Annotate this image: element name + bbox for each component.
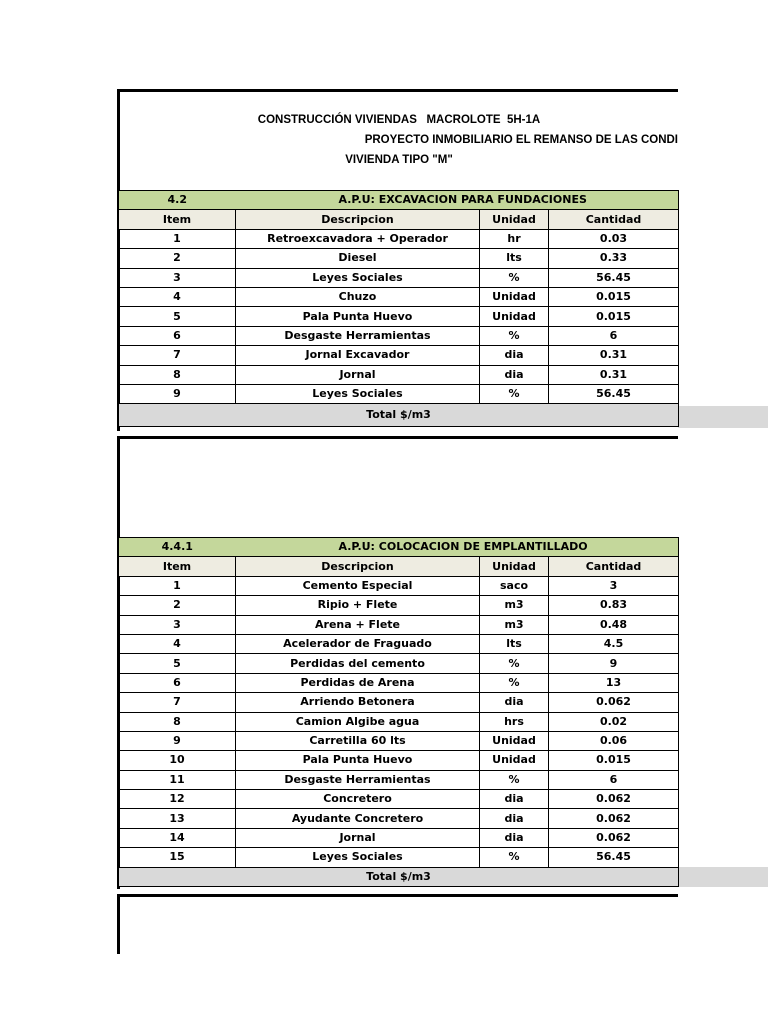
- descripcion-cell: Jornal: [236, 828, 480, 847]
- item-cell: 3: [119, 615, 236, 634]
- table-row: [119, 287, 679, 306]
- cantidad-cell: 56.45: [549, 384, 679, 403]
- item-cell: 1: [119, 576, 236, 595]
- cantidad-cell: 0.33: [549, 249, 679, 268]
- descripcion-cell: Desgaste Herramientas: [236, 326, 480, 345]
- unidad-cell: dia: [480, 346, 549, 365]
- cantidad-cell: 13: [549, 673, 679, 692]
- total-row: [119, 404, 679, 427]
- header-line-3: [120, 151, 678, 170]
- total-label: Total $/m3: [119, 404, 679, 427]
- col-header-cantidad: Cantidad: [549, 557, 679, 576]
- descripcion-cell: Perdidas del cemento: [236, 654, 480, 673]
- item-cell: 7: [119, 346, 236, 365]
- cantidad-cell: 0.31: [549, 365, 679, 384]
- descripcion-cell: Jornal Excavador: [236, 346, 480, 365]
- item-cell: 4: [119, 287, 236, 306]
- unidad-cell: m3: [480, 596, 549, 615]
- header-project: PROYECTO INMOBILIARIO EL REMANSO DE LAS CONDI: [364, 134, 678, 146]
- descripcion-cell: Chuzo: [236, 287, 480, 306]
- table-row: [119, 326, 679, 345]
- table-row: [119, 809, 679, 828]
- descripcion-cell: Desgaste Herramientas: [236, 770, 480, 789]
- descripcion-cell: Cemento Especial: [236, 576, 480, 595]
- unidad-cell: %: [480, 654, 549, 673]
- cantidad-cell: 3: [549, 576, 679, 595]
- descripcion-cell: Leyes Sociales: [236, 268, 480, 287]
- cantidad-cell: 0.062: [549, 828, 679, 847]
- cantidad-cell: 0.062: [549, 693, 679, 712]
- cantidad-cell: 0.062: [549, 790, 679, 809]
- cantidad-cell: 6: [549, 770, 679, 789]
- col-header-cantidad: Cantidad: [549, 210, 679, 229]
- table-row: [119, 790, 679, 809]
- header-line-1: [120, 111, 678, 130]
- item-cell: 15: [119, 848, 236, 867]
- unidad-cell: dia: [480, 365, 549, 384]
- descripcion-cell: Acelerador de Fraguado: [236, 634, 480, 653]
- table-row: [119, 673, 679, 692]
- cantidad-cell: 0.48: [549, 615, 679, 634]
- table-row: [119, 751, 679, 770]
- table-row: [119, 346, 679, 365]
- item-cell: 5: [119, 307, 236, 326]
- unidad-cell: %: [480, 770, 549, 789]
- item-cell: 13: [119, 809, 236, 828]
- descripcion-cell: Jornal: [236, 365, 480, 384]
- left-border-3: [117, 894, 120, 954]
- descripcion-cell: Pala Punta Huevo: [236, 751, 480, 770]
- column-header-row: [119, 210, 679, 229]
- item-cell: 6: [119, 326, 236, 345]
- item-cell: 2: [119, 596, 236, 615]
- table-title-row: [119, 538, 679, 557]
- column-header-row: [119, 557, 679, 576]
- col-header-item: Item: [119, 210, 236, 229]
- apu-table-emplantillado: [118, 537, 679, 887]
- col-header-unidad: Unidad: [480, 557, 549, 576]
- unidad-cell: dia: [480, 790, 549, 809]
- col-header-descripcion: Descripcion: [236, 210, 480, 229]
- apu-title: A.P.U: EXCAVACION PARA FUNDACIONES: [236, 191, 679, 210]
- unidad-cell: m3: [480, 615, 549, 634]
- descripcion-cell: Retroexcavadora + Operador: [236, 229, 480, 248]
- item-cell: 7: [119, 693, 236, 712]
- item-cell: 3: [119, 268, 236, 287]
- table-row: [119, 365, 679, 384]
- descripcion-cell: Carretilla 60 lts: [236, 731, 480, 750]
- apu-table-excavacion: [118, 190, 679, 427]
- unidad-cell: dia: [480, 828, 549, 847]
- cantidad-cell: 6: [549, 326, 679, 345]
- cantidad-cell: 9: [549, 654, 679, 673]
- apu-code: 4.4.1: [119, 538, 236, 557]
- unidad-cell: lts: [480, 249, 549, 268]
- item-cell: 14: [119, 828, 236, 847]
- item-cell: 6: [119, 673, 236, 692]
- cantidad-cell: 0.03: [549, 229, 679, 248]
- col-header-item: Item: [119, 557, 236, 576]
- cantidad-cell: 4.5: [549, 634, 679, 653]
- table-row: [119, 596, 679, 615]
- header-title: CONSTRUCCIÓN VIVIENDAS MACROLOTE 5H-1A: [257, 114, 541, 126]
- descripcion-cell: Ayudante Concretero: [236, 809, 480, 828]
- table-row: [119, 384, 679, 403]
- col-header-descripcion: Descripcion: [236, 557, 480, 576]
- cantidad-cell: 0.83: [549, 596, 679, 615]
- descripcion-cell: Pala Punta Huevo: [236, 307, 480, 326]
- descripcion-cell: Camion Algibe agua: [236, 712, 480, 731]
- descripcion-cell: Leyes Sociales: [236, 384, 480, 403]
- cantidad-cell: 0.31: [549, 346, 679, 365]
- table-row: [119, 615, 679, 634]
- unidad-cell: Unidad: [480, 731, 549, 750]
- item-cell: 5: [119, 654, 236, 673]
- descripcion-cell: Concretero: [236, 790, 480, 809]
- header-house-type: VIVIENDA TIPO "M": [345, 154, 453, 166]
- table-row: [119, 848, 679, 867]
- item-cell: 10: [119, 751, 236, 770]
- unidad-cell: dia: [480, 809, 549, 828]
- unidad-cell: dia: [480, 693, 549, 712]
- apu-code: 4.2: [119, 191, 236, 210]
- cantidad-cell: 0.015: [549, 307, 679, 326]
- table-row: [119, 307, 679, 326]
- descripcion-cell: Arena + Flete: [236, 615, 480, 634]
- table-row: [119, 693, 679, 712]
- top-border-2: [117, 436, 678, 439]
- unidad-cell: lts: [480, 634, 549, 653]
- unidad-cell: Unidad: [480, 307, 549, 326]
- table-row: [119, 828, 679, 847]
- cantidad-cell: 56.45: [549, 268, 679, 287]
- item-cell: 8: [119, 712, 236, 731]
- table-row: [119, 268, 679, 287]
- total-row: [119, 867, 679, 886]
- item-cell: 8: [119, 365, 236, 384]
- unidad-cell: Unidad: [480, 751, 549, 770]
- item-cell: 9: [119, 731, 236, 750]
- descripcion-cell: Ripio + Flete: [236, 596, 480, 615]
- unidad-cell: %: [480, 326, 549, 345]
- item-cell: 11: [119, 770, 236, 789]
- apu-title: A.P.U: COLOCACION DE EMPLANTILLADO: [236, 538, 679, 557]
- table-title-row: [119, 191, 679, 210]
- descripcion-cell: Perdidas de Arena: [236, 673, 480, 692]
- unidad-cell: %: [480, 673, 549, 692]
- item-cell: 4: [119, 634, 236, 653]
- unidad-cell: hrs: [480, 712, 549, 731]
- table-row: [119, 229, 679, 248]
- table-row: [119, 576, 679, 595]
- cantidad-cell: 0.06: [549, 731, 679, 750]
- cantidad-cell: 56.45: [549, 848, 679, 867]
- descripcion-cell: Diesel: [236, 249, 480, 268]
- unidad-cell: %: [480, 848, 549, 867]
- total-bar-extension-2: [678, 867, 768, 887]
- cantidad-cell: 0.062: [549, 809, 679, 828]
- unidad-cell: hr: [480, 229, 549, 248]
- cantidad-cell: 0.02: [549, 712, 679, 731]
- table-row: [119, 712, 679, 731]
- descripcion-cell: Arriendo Betonera: [236, 693, 480, 712]
- table-row: [119, 731, 679, 750]
- item-cell: 1: [119, 229, 236, 248]
- item-cell: 2: [119, 249, 236, 268]
- top-border-3: [117, 894, 678, 897]
- unidad-cell: %: [480, 268, 549, 287]
- table-row: [119, 770, 679, 789]
- table-row: [119, 249, 679, 268]
- cantidad-cell: 0.015: [549, 751, 679, 770]
- col-header-unidad: Unidad: [480, 210, 549, 229]
- cantidad-cell: 0.015: [549, 287, 679, 306]
- unidad-cell: %: [480, 384, 549, 403]
- table-row: [119, 654, 679, 673]
- unidad-cell: saco: [480, 576, 549, 595]
- item-cell: 9: [119, 384, 236, 403]
- header-line-2: [120, 131, 678, 150]
- total-label: Total $/m3: [119, 867, 679, 886]
- total-bar-extension-1: [678, 406, 768, 428]
- table-row: [119, 634, 679, 653]
- descripcion-cell: Leyes Sociales: [236, 848, 480, 867]
- top-border-1: [117, 89, 678, 92]
- item-cell: 12: [119, 790, 236, 809]
- unidad-cell: Unidad: [480, 287, 549, 306]
